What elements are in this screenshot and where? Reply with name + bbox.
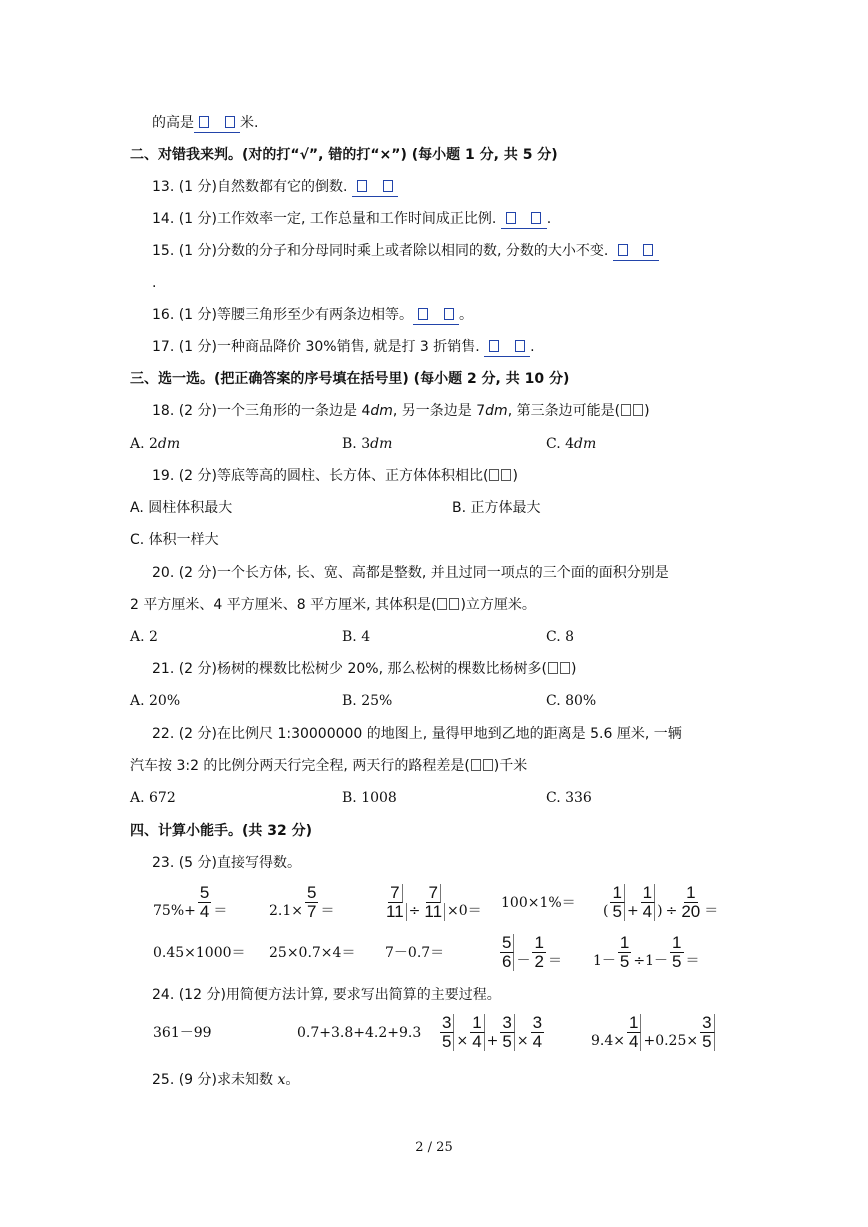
page-number: 2 / 25 — [415, 1140, 453, 1155]
section-3-heading: 三、选一选。(把正确答案的序号填在括号里) (每小题 2 分, 共 10 分) — [130, 371, 570, 387]
option-21-c[interactable]: C. 80% — [546, 693, 597, 709]
calc-1-1: 75%+ $\frac{5}{4}$ ＝ — [153, 883, 228, 921]
option-21-b[interactable]: B. 25% — [342, 693, 393, 709]
fraction: $\frac{1}{5}$ — [672, 933, 682, 971]
option-22-b[interactable]: B. 1008 — [342, 790, 397, 806]
calc-1-2: 2.1× $\frac{5}{7}$ ＝ — [269, 883, 335, 921]
option-20-a[interactable]: A. 2 — [130, 629, 158, 645]
fraction: $\frac{1}{5}$ — [610, 884, 624, 921]
option-21-a[interactable]: A. 20% — [130, 693, 181, 709]
fraction: $\frac{3}{5}$ — [700, 1014, 714, 1051]
calc-2-2: 25×0.7×4＝ — [269, 945, 356, 961]
fraction: $\frac{5}{7}$ — [307, 883, 317, 921]
option-22-a[interactable]: A. 672 — [130, 790, 176, 806]
question-18: 18. (2 分)一个三角形的一条边是 4dm, 另一条边是 7dm, 第三条边可能是( ) — [152, 403, 650, 419]
option-18-a[interactable]: A. 2dm — [130, 436, 181, 452]
calc-3-1: 361－99 — [153, 1025, 212, 1041]
fraction: $\frac{7}{11}$ — [422, 884, 445, 921]
fraction: $\frac{1}{5}$ — [619, 933, 630, 971]
answer-blank[interactable] — [501, 210, 547, 229]
answer-blank[interactable] — [613, 242, 659, 261]
option-19-c[interactable]: C. 体积一样大 — [130, 532, 219, 548]
answer-blank[interactable] — [194, 114, 240, 133]
question-17: 17. (1 分)一种商品降价 30%销售, 就是打 3 折销售. . — [152, 339, 535, 355]
option-19-b[interactable]: B. 正方体最大 — [452, 500, 541, 516]
section-2-heading: 二、对错我来判。(对的打“√”, 错的打“×”) (每小题 1 分, 共 5 分) — [130, 147, 558, 163]
calc-2-5: 1－ $\frac{1}{5}$ ÷1－ $\frac{1}{5}$ ＝ — [593, 933, 700, 971]
fraction: $\frac{1}{4}$ — [641, 884, 655, 921]
fraction: $\frac{3}{4}$ — [532, 1013, 543, 1051]
section-4-heading: 四、计算小能手。(共 32 分) — [130, 823, 313, 839]
fraction: $\frac{7}{11}$ — [384, 884, 407, 921]
placeholder-box — [225, 116, 235, 128]
option-19-a[interactable]: A. 圆柱体积最大 — [130, 500, 233, 516]
question-15-period: . — [152, 275, 157, 291]
option-18-c[interactable]: C. 4dm — [546, 436, 597, 452]
calc-3-2: 0.7+3.8+4.2+9.3 — [297, 1025, 422, 1041]
answer-blank[interactable] — [352, 178, 398, 197]
question-19: 19. (2 分)等底等高的圆柱、长方体、正方体体积相比( ) — [152, 468, 518, 484]
line-height-answer: 的高是 米. — [152, 115, 259, 131]
calc-1-3: $\frac{7}{11}$ ÷ $\frac{7}{11}$ ×0＝ — [386, 883, 482, 921]
calc-3-3: $\frac{3}{5}$ × $\frac{1}{4}$ + $\frac{3}{5}$ × $\frac{3}{4}$ — [442, 1013, 543, 1051]
fraction: $\frac{3}{5}$ — [500, 1014, 514, 1051]
placeholder-box — [199, 116, 209, 128]
calc-1-4: 100×1%＝ — [501, 895, 576, 911]
option-20-c[interactable]: C. 8 — [546, 629, 575, 645]
fraction: $\frac{1}{4}$ — [470, 1014, 484, 1051]
calc-2-1: 0.45×1000＝ — [153, 945, 246, 961]
answer-blank[interactable] — [413, 306, 459, 325]
calc-2-3: 7－0.7＝ — [385, 945, 445, 961]
fraction: $\frac{3}{5}$ — [440, 1014, 454, 1051]
option-22-c[interactable]: C. 336 — [546, 790, 592, 806]
fraction: $\frac{1}{2}$ — [534, 933, 544, 971]
option-20-b[interactable]: B. 4 — [342, 629, 371, 645]
question-14: 14. (1 分)工作效率一定, 工作总量和工作时间成正比例. . — [152, 211, 552, 227]
calc-2-4: $\frac{5}{6}$ － $\frac{1}{2}$ ＝ — [502, 933, 562, 971]
question-21: 21. (2 分)杨树的棵数比松树少 20%, 那么松树的棵数比杨树多( ) — [152, 661, 577, 677]
fraction: $\frac{5}{4}$ — [199, 883, 210, 921]
question-20-line-2: 2 平方厘米、4 平方厘米、8 平方厘米, 其体积是( )立方厘米。 — [130, 597, 536, 613]
question-24: 24. (12 分)用简便方法计算, 要求写出简算的主要过程。 — [152, 987, 501, 1003]
question-22-line-2: 汽车按 3:2 的比例分两天行完全程, 两天行的路程差是( )千米 — [130, 758, 528, 774]
calc-1-5: ( $\frac{1}{5}$ + $\frac{1}{4}$ ) ÷ $\frac{1}{20}$ ＝ — [603, 883, 719, 921]
question-15: 15. (1 分)分数的分子和分母同时乘上或者除以相同的数, 分数的大小不变. — [152, 241, 659, 261]
option-18-b[interactable]: B. 3dm — [342, 436, 393, 452]
fraction: $\frac{1}{4}$ — [627, 1014, 641, 1051]
question-23: 23. (5 分)直接写得数。 — [152, 855, 301, 871]
calc-3-4: 9.4× $\frac{1}{4}$ +0.25× $\frac{3}{5}$ — [590, 1014, 715, 1051]
answer-blank[interactable] — [484, 338, 530, 357]
question-13: 13. (1 分)自然数都有它的倒数. — [152, 177, 398, 197]
question-22-line-1: 22. (2 分)在比例尺 1:30000000 的地图上, 量得甲地到乙地的距离是 5.6 厘米, 一辆 — [152, 726, 682, 742]
question-20-line-1: 20. (2 分)一个长方体, 长、宽、高都是整数, 并且过同一项点的三个面的面积分别是 — [152, 565, 669, 581]
fraction: $\frac{1}{20}$ — [681, 883, 701, 921]
fraction: $\frac{5}{6}$ — [500, 934, 514, 971]
question-16: 16. (1 分)等腰三角形至少有两条边相等。 。 — [152, 307, 473, 323]
question-25: 25. (9 分)求未知数 x。 — [152, 1072, 300, 1088]
